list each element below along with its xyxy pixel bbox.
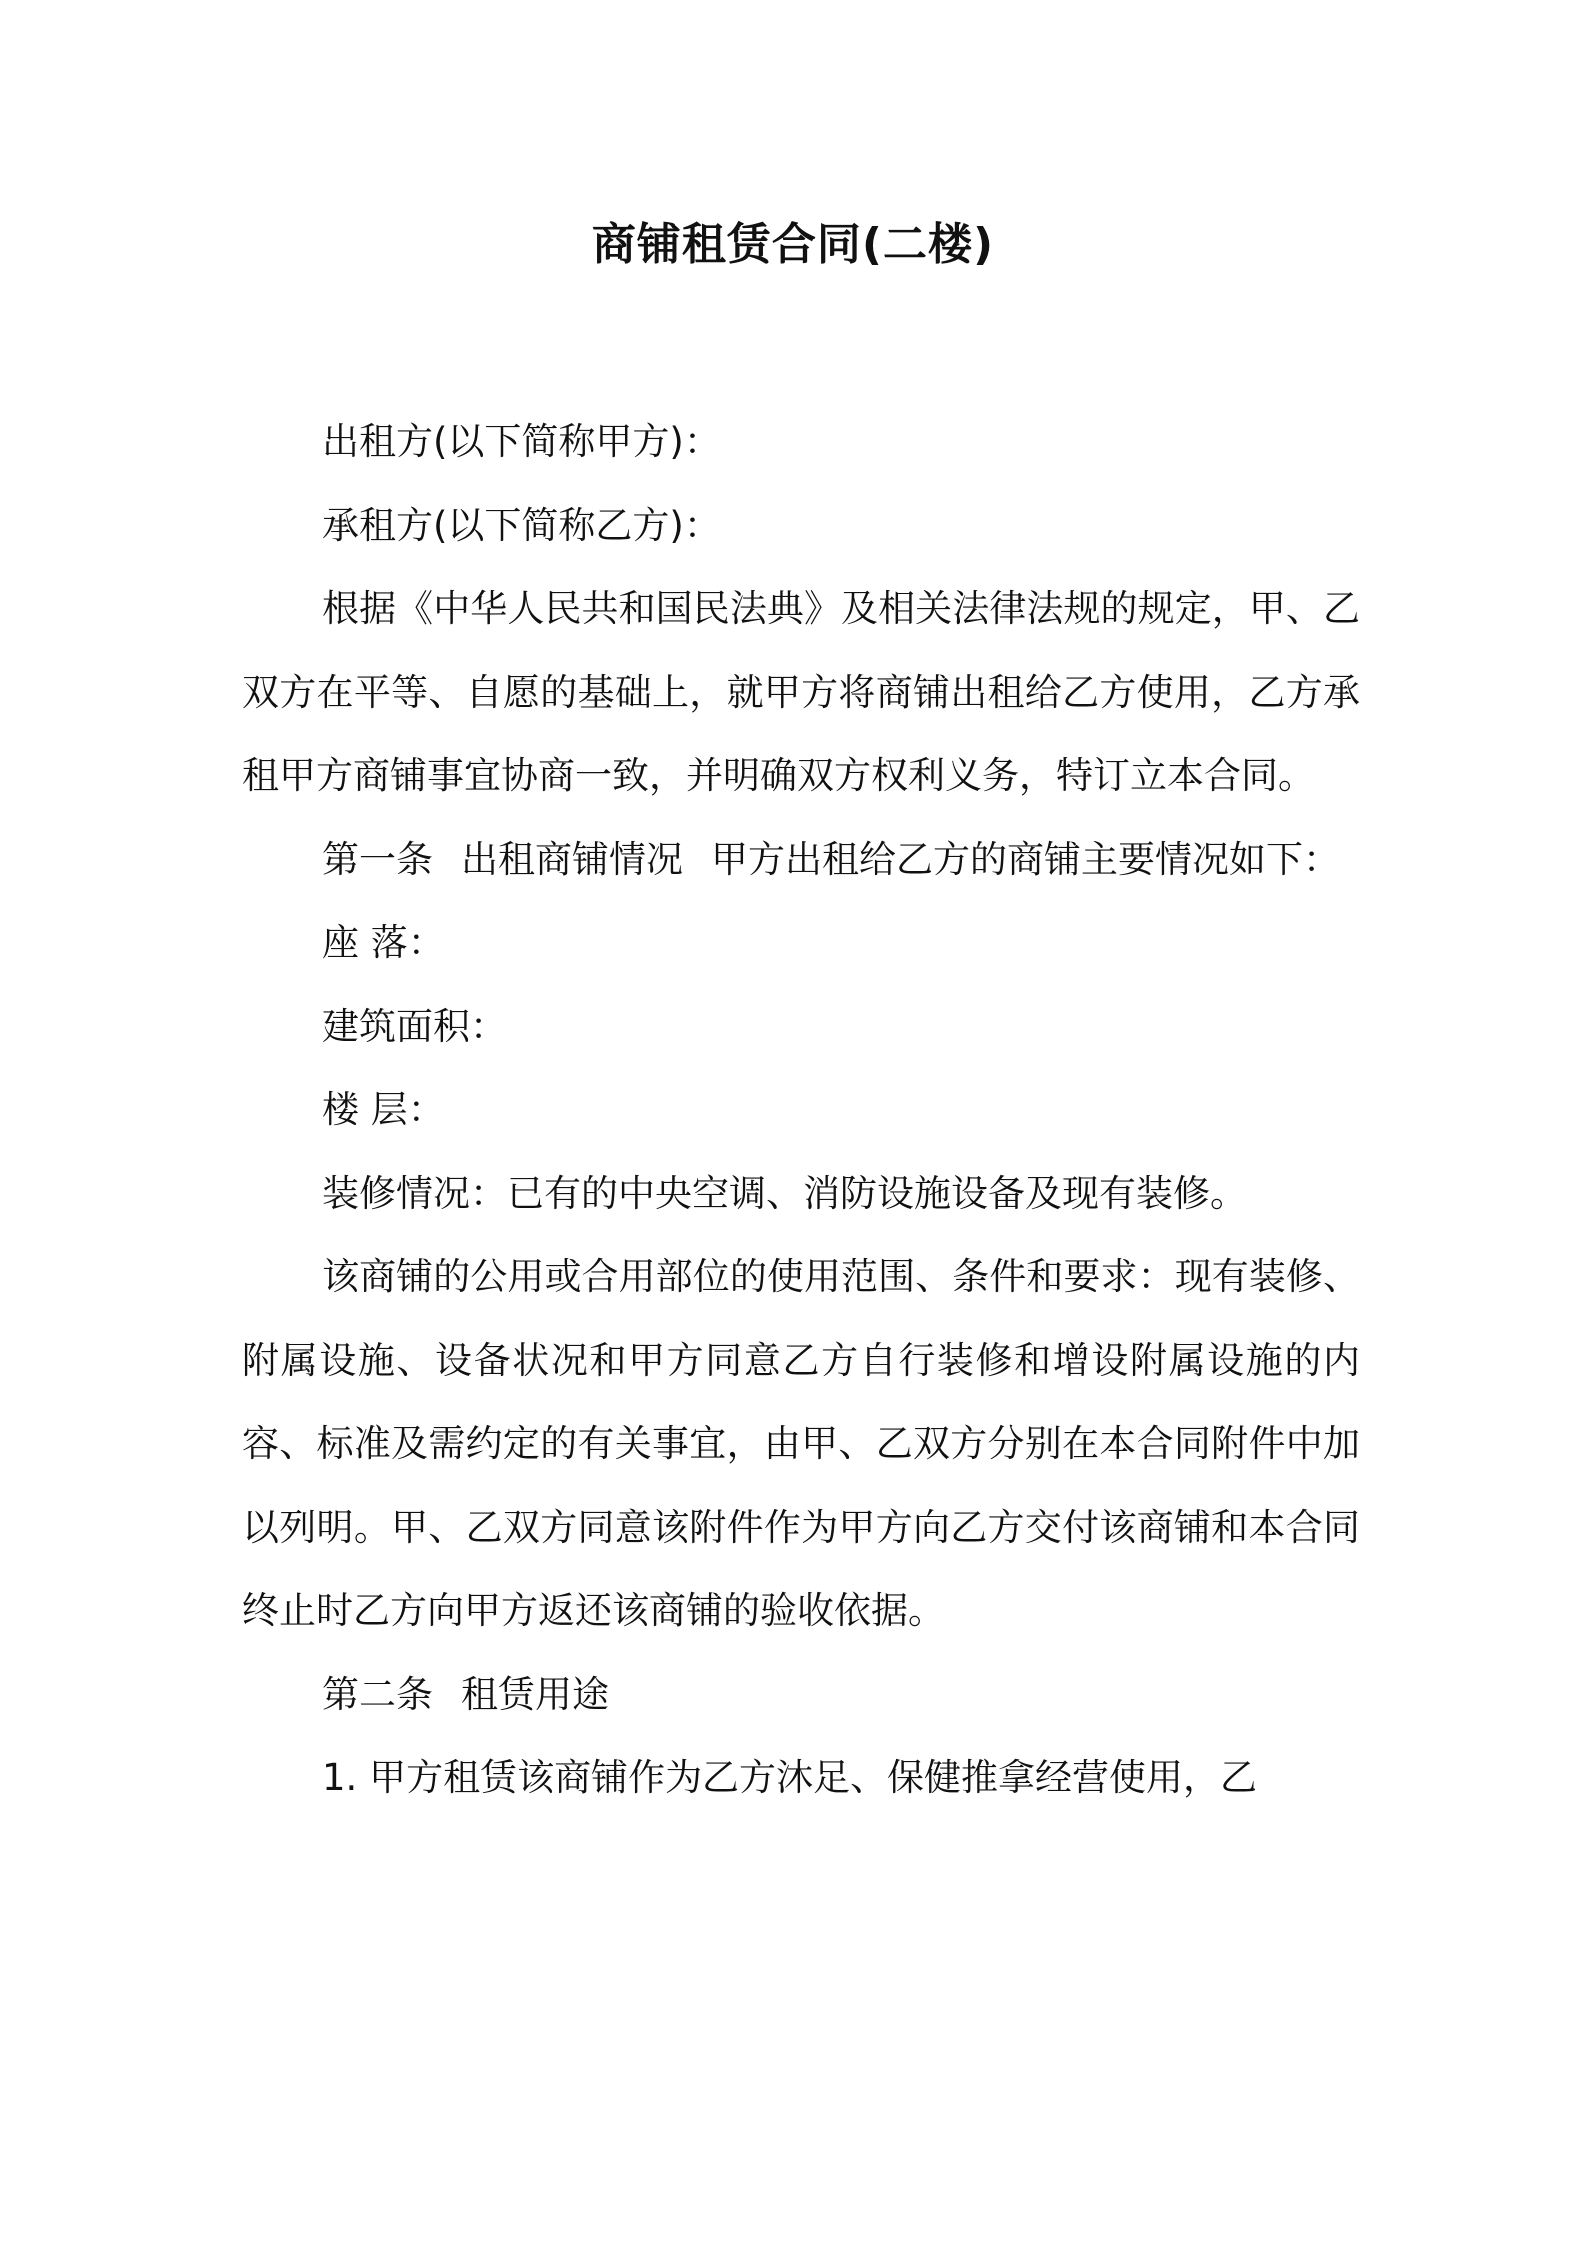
lessee-line: 承租方(以下简称乙方)：	[322, 503, 721, 547]
article-1-text: 甲方出租给乙方的商铺主要情况如下：	[711, 837, 1340, 881]
article-1-subheading: 出租商铺情况	[461, 837, 683, 881]
article-1-heading: 第一条	[322, 837, 433, 881]
article-2-paragraph	[242, 1653, 1360, 1737]
usage-clause-1: 1. 甲方租赁该商铺作为乙方沐足、保健推拿经营使用，乙	[322, 1756, 1258, 1799]
common-areas-paragraph: 该商铺的公用或合用部位的使用范围、条件和要求：现有装修、附属设施、设备状况和甲方同意乙方自行装修和增设附属设施的内容、标准及需约定的有关事宜，由甲、乙双方分别在本合同附件中加以列明。甲、乙双方同意该附件作为甲方向乙方交付该商铺和本合同终止时乙方向甲方返还该商铺的验收依据。	[242, 1255, 1360, 1632]
lessor-line: 出租方(以下简称甲方)：	[322, 420, 721, 463]
article-2-subheading: 租赁用途	[461, 1672, 609, 1716]
article-1-paragraph	[242, 818, 1360, 902]
decoration-field: 装修情况：已有的中央空调、消防设施设备及现有装修。	[322, 1171, 1247, 1215]
area-field: 建筑面积：	[322, 1004, 507, 1048]
location-field: 座 落：	[322, 921, 445, 964]
document-title: 商铺租赁合同(二楼)	[591, 219, 995, 270]
article-2-heading: 第二条	[322, 1672, 433, 1716]
contract-body	[242, 400, 1360, 1820]
floor-field: 楼 层：	[322, 1088, 445, 1131]
preamble-paragraph: 根据《中华人民共和国民法典》及相关法律法规的规定，甲、乙双方在平等、自愿的基础上，就甲方将商铺出租给乙方使用，乙方承租甲方商铺事宜协商一致，并明确双方权利义务，特订立本合同。	[242, 587, 1360, 797]
